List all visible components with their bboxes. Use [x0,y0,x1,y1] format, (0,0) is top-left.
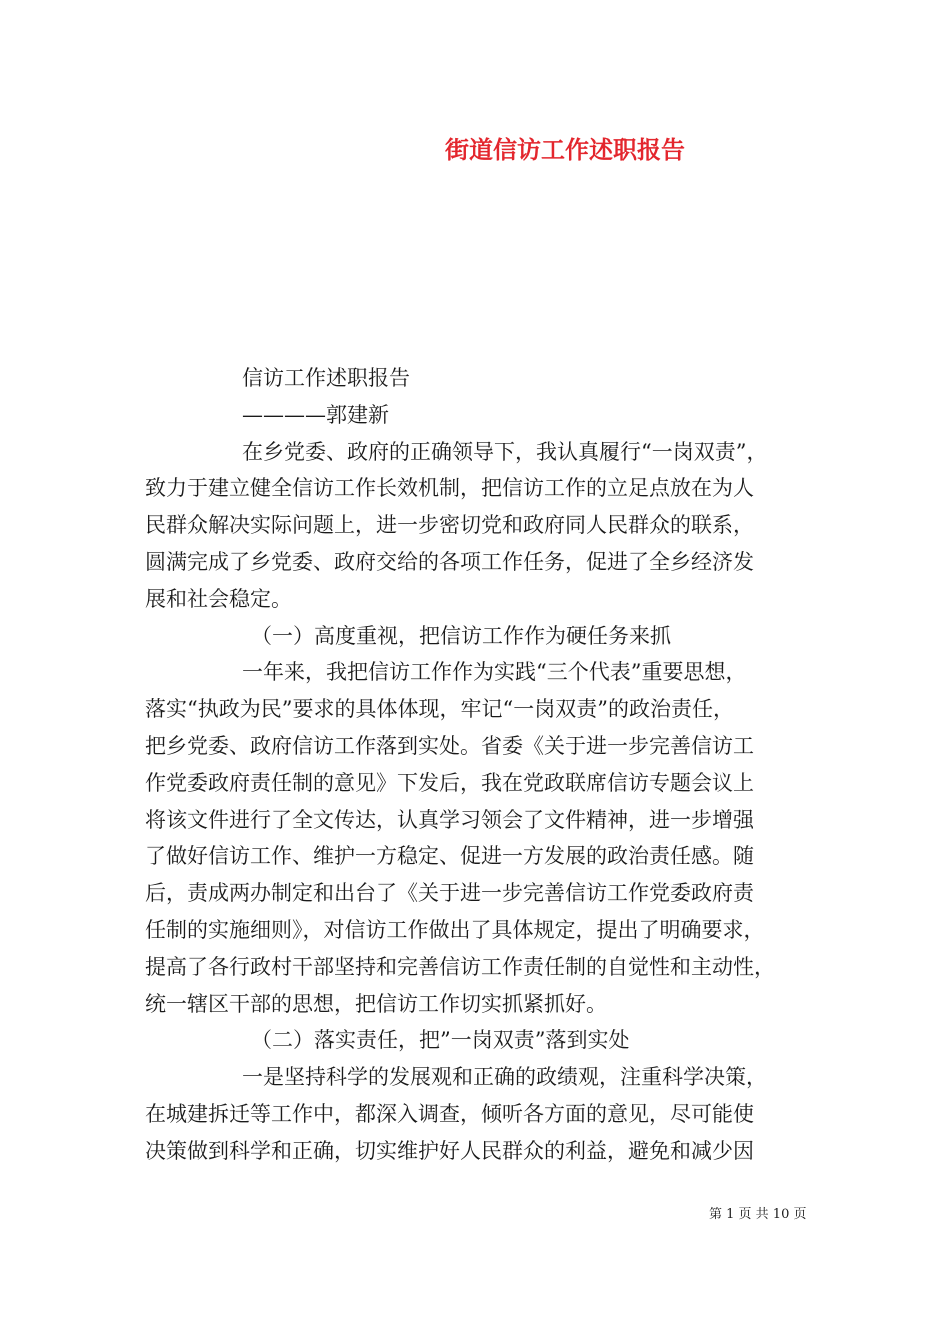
text-line: 后，责成两办制定和出台了《关于进一步完善信访工作党委政府责 [145,881,754,906]
text-line: ————郭建新 [242,402,389,427]
text-line: 提高了各行政村干部坚持和完善信访工作责任制的自觉性和主动性， [145,954,775,979]
text-line: 落实“执政为民”要求的具体体现，牢记“一岗双责”的政治责任， [145,697,734,722]
text-line: 在城建拆迁等工作中，都深入调查，倾听各方面的意见，尽可能使 [145,1101,754,1126]
document-title: 街道信访工作述职报告 [445,135,685,164]
text-line: 民群众解决实际问题上，进一步密切党和政府同人民群众的联系， [145,513,754,538]
text-line: 将该文件进行了全文传达，认真学习领会了文件精神，进一步增强 [145,807,754,832]
page-number: 第 1 页 共 10 页 [709,1207,807,1222]
text-line: 了做好信访工作、维护一方稳定、促进一方发展的政治责任感。随 [145,844,754,869]
text-line: 作党委政府责任制的意见》下发后，我在党政联席信访专题会议上 [145,770,754,795]
text-line: （二）落实责任，把”一岗双责”落到实处 [251,1028,630,1053]
text-line: 决策做到科学和正确，切实维护好人民群众的利益，避免和减少因 [145,1138,754,1163]
text-line: 信访工作述职报告 [242,366,410,390]
text-line: 任制的实施细则》，对信访工作做出了具体规定，提出了明确要求， [145,917,765,942]
text-line: （一）高度重视，把信访工作作为硬任务来抓 [251,623,671,648]
text-line: 展和社会稳定。 [145,586,292,611]
text-line: 一年来，我把信访工作作为实践“三个代表”重要思想， [242,660,747,685]
text-line: 致力于建立健全信访工作长效机制，把信访工作的立足点放在为人 [145,476,754,501]
text-line: 圆满完成了乡党委、政府交给的各项工作任务，促进了全乡经济发 [145,549,754,574]
text-line: 统一辖区干部的思想，把信访工作切实抓紧抓好。 [145,991,607,1016]
text-line: 在乡党委、政府的正确领导下，我认真履行“一岗双责”， [242,439,768,464]
text-line: 一是坚持科学的发展观和正确的政绩观，注重科学决策， [242,1065,767,1090]
text-line: 把乡党委、政府信访工作落到实处。省委《关于进一步完善信访工 [145,733,754,758]
document-body [145,360,825,1170]
